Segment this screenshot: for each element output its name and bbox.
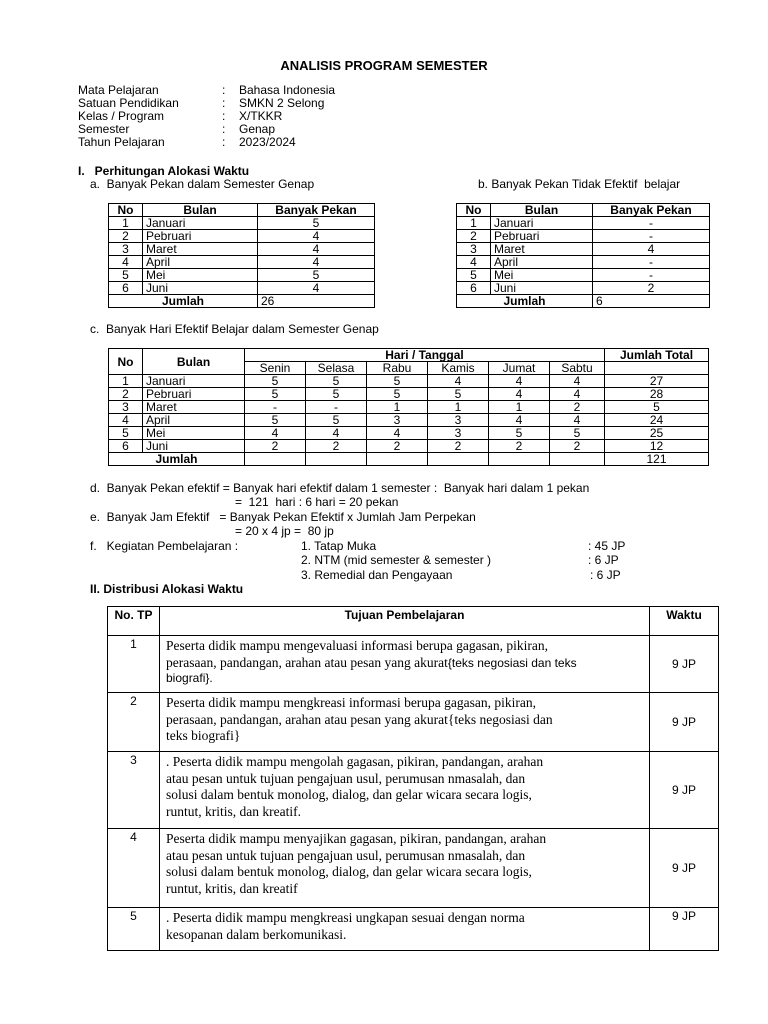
table-row: 1 Januari - bbox=[457, 217, 710, 230]
day-header: Selasa bbox=[306, 362, 367, 375]
table-row: 3 Maret 4 bbox=[109, 243, 375, 256]
table-row: 4 Peserta didik mampu menyajikan gagasan, pikiran, pandangan, arahan atau pesan untuk tujuan pengajuan usul, perumusan nmasalah, dan solusi dalam bentuk monolog, dialog, dan gelar wicara secara logis, runtut, kritis, dan kreatif 9 JP bbox=[108, 829, 719, 908]
col-header: Bulan bbox=[143, 204, 258, 217]
table-row: 4 April 5 5 3 3 4 4 24 bbox=[109, 414, 709, 427]
page-title: ANALISIS PROGRAM SEMESTER bbox=[280, 58, 488, 73]
kegiatan-value: : 6 JP bbox=[590, 568, 621, 582]
col-header: Tujuan Pembelajaran bbox=[160, 607, 650, 636]
kegiatan-item: 2. NTM (mid semester & semester ) bbox=[301, 553, 492, 567]
col-header: Waktu bbox=[650, 607, 719, 636]
day-header: Kamis bbox=[428, 362, 489, 375]
info-label: Semester bbox=[78, 122, 130, 136]
col-header: Banyak Pekan bbox=[258, 204, 375, 217]
section-1-heading: I. Perhitungan Alokasi Waktu bbox=[78, 164, 250, 178]
table-row: 5 Mei - bbox=[457, 269, 710, 282]
table-row: 5 Mei 4 4 4 3 5 5 25 bbox=[109, 427, 709, 440]
table-row: 2 Peserta didik mampu mengkreasi informasi berupa gagasan, pikiran, perasaan, pandangan, arahan atau pesan yang akurat{teks negosiasi dan teks biografi} 9 JP bbox=[108, 693, 719, 752]
kegiatan-item: 3. Remedial dan Pengayaan bbox=[301, 568, 453, 582]
info-value: SMKN 2 Selong bbox=[239, 96, 325, 110]
subsection-c: c. Banyak Hari Efektif Belajar dalam Semester Genap bbox=[90, 322, 379, 336]
subsection-e-result: = 20 x 4 jp = 80 jp bbox=[235, 524, 334, 538]
info-row: Mata Pelajaran : Bahasa Indonesia bbox=[78, 83, 336, 97]
table-row: 1 Januari 5 bbox=[109, 217, 375, 230]
col-header: No bbox=[109, 349, 143, 375]
table-row: 2 Pebruari 4 bbox=[109, 230, 375, 243]
table-row: 1 Peserta didik mampu mengevaluasi informasi berupa gagasan, pikiran, perasaan, pandangan, arahan atau pesan yang akurat{teks negosiasi dan teks biografi}. 9 JP bbox=[108, 636, 719, 693]
table-row: 6 Juni 2 bbox=[457, 282, 710, 295]
info-value: Genap bbox=[239, 122, 276, 136]
table-row: 5 Mei 5 bbox=[109, 269, 375, 282]
section-2-heading: II. Distribusi Alokasi Waktu bbox=[90, 582, 244, 596]
subsection-d-result: = 121 hari : 6 hari = 20 pekan bbox=[235, 495, 399, 509]
document-info bbox=[78, 84, 335, 149]
subsection-d: d. Banyak Pekan efektif = Banyak hari efektif dalam 1 semester : Banyak hari dalam 1 pekan bbox=[90, 481, 590, 495]
info-label: Mata Pelajaran bbox=[78, 83, 159, 97]
info-row: Tahun Pelajaran : 2023/2024 bbox=[78, 135, 296, 149]
info-row: Semester : Genap bbox=[78, 122, 276, 136]
col-header: Hari / Tanggal bbox=[245, 349, 605, 362]
col-header: No bbox=[109, 204, 143, 217]
day-header: Jumat bbox=[489, 362, 550, 375]
info-value: X/TKKR bbox=[239, 109, 283, 123]
table-pekan-semester bbox=[108, 203, 375, 308]
day-header: Senin bbox=[245, 362, 306, 375]
table-row: 6 Juni 2 2 2 2 2 2 12 bbox=[109, 440, 709, 453]
col-header: Jumlah Total bbox=[605, 349, 709, 362]
info-label: Kelas / Program bbox=[78, 109, 165, 123]
table-row: 2 Pebruari 5 5 5 5 4 4 28 bbox=[109, 388, 709, 401]
info-row: Kelas / Program : X/TKKR bbox=[78, 109, 283, 123]
table-row: 1 Januari 5 5 5 4 4 4 27 bbox=[109, 375, 709, 388]
info-value: Bahasa Indonesia bbox=[239, 83, 336, 97]
subsection-b: b. Banyak Pekan Tidak Efektif belajar bbox=[478, 177, 681, 191]
col-header: No. TP bbox=[108, 607, 160, 636]
table-row: 5 . Peserta didik mampu mengkreasi ungkapan sesuai dengan norma kesopanan dalam berkomunikasi. 9 JP bbox=[108, 908, 719, 951]
table-row: 4 April - bbox=[457, 256, 710, 269]
kegiatan-item: 1. Tatap Muka bbox=[301, 539, 377, 553]
table-row: 3 Maret - - 1 1 1 2 5 bbox=[109, 401, 709, 414]
info-row: Satuan Pendidikan : SMKN 2 Selong bbox=[78, 96, 325, 110]
col-header: Bulan bbox=[491, 204, 593, 217]
total-row: Jumlah 26 bbox=[109, 295, 375, 308]
subsection-e: e. Banyak Jam Efektif = Banyak Pekan Efektif x Jumlah Jam Perpekan bbox=[90, 510, 476, 524]
col-header: Bulan bbox=[143, 349, 245, 375]
table-row: 4 April 4 bbox=[109, 256, 375, 269]
table-row: 3 . Peserta didik mampu mengolah gagasan, pikiran, pandangan, arahan atau pesan untuk tujuan pengajuan usul, perumusan nmasalah, dan solusi dalam bentuk monolog, dialog, dan gelar wicara secara logis, runtut, kritis, dan kreatif. 9 JP bbox=[108, 752, 719, 829]
total-row: Jumlah 6 bbox=[457, 295, 710, 308]
subsection-f: f. Kegiatan Pembelajaran : bbox=[90, 539, 239, 553]
table-row: 6 Juni 4 bbox=[109, 282, 375, 295]
day-header: Sabtu bbox=[550, 362, 605, 375]
subsection-a: a. Banyak Pekan dalam Semester Genap bbox=[90, 177, 315, 191]
info-label: Tahun Pelajaran bbox=[78, 135, 165, 149]
table-distribusi bbox=[107, 606, 719, 951]
info-label: Satuan Pendidikan bbox=[78, 96, 179, 110]
day-header: Rabu bbox=[367, 362, 428, 375]
col-header: No bbox=[457, 204, 491, 217]
kegiatan-value: : 45 JP bbox=[588, 539, 626, 553]
table-row: 3 Maret 4 bbox=[457, 243, 710, 256]
info-value: 2023/2024 bbox=[239, 135, 296, 149]
col-header: Banyak Pekan bbox=[593, 204, 710, 217]
table-pekan-tidak-efektif bbox=[456, 203, 710, 308]
kegiatan-value: : 6 JP bbox=[588, 553, 619, 567]
table-hari-efektif bbox=[108, 348, 709, 466]
total-row: Jumlah 121 bbox=[109, 453, 709, 466]
table-row: 2 Pebruari - bbox=[457, 230, 710, 243]
